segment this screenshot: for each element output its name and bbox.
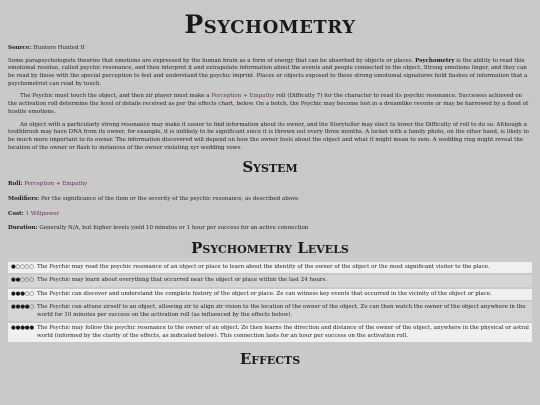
- level-dots-1: ●○○○○: [11, 264, 34, 270]
- resonance-paragraph: An object with a particularly strong resonance may make it easier to find information about its owner, and the Storyteller may elect to lower the Difficulty of roll to do so. Although a toothbrush may have DNA from its owner, for example, it is unlikely to be significant since it is thrown out every three months. A locket with a family photo, on the other hand, is likely to be much more important to its owner. The information discovered will depend on how the owner feels about the object and what it might mean to xem. A wedding ring might reveal the location of the owner or flash to instances of the owner violating xyr wedding vows.: [8, 121, 529, 151]
- activation-text-2: roll (Difficulty 7) for the character to read its psychic resonance. Successes achieved on the activation roll determine the level of details received as per the effects chart, below. On a botch, the Psychic may become lost in a dreamlike reverie or may be harrowed by a flood of hostile emotions.: [8, 93, 528, 115]
- intro-keyword: Psychometry: [415, 57, 455, 64]
- page-title: Psychometry: [184, 10, 356, 39]
- system-roll: [8, 181, 532, 189]
- activation-text-1: The Psychic must touch the object, and then zir player must make a: [20, 93, 210, 100]
- level-text-2: The Psychic may learn about everything that occurred near the object or place within the last 24 hours.: [37, 277, 328, 284]
- source-line: [8, 45, 532, 53]
- level-dots-3: ●●●○○: [11, 290, 34, 297]
- effects-heading: Effects: [239, 349, 301, 368]
- modifiers-value: Per the significance of the item or the severity of the psychic resonance, as described above: [40, 195, 299, 202]
- level-row-1: [8, 262, 532, 273]
- system-cost: [8, 211, 532, 219]
- system-section: [8, 181, 532, 233]
- level-row-4: [8, 302, 532, 321]
- level-text-3: The Psychic can discover and understand the complete history of the object or place. Ze can witness key events that occurred in the vicinity of the object or place.: [37, 290, 492, 297]
- level-dots-4: ●●●●○: [11, 304, 34, 311]
- level-dots-2: ●●○○○: [11, 277, 34, 284]
- system-duration: [8, 225, 532, 233]
- activation-roll-link[interactable]: Perception + Empathy: [211, 93, 275, 100]
- source-label: Source:: [8, 45, 32, 51]
- level-text-4: The Psychic can attune zirself to an object, allowing zir to align zir vision to the location of the owner of the object. Ze can then watch the owner of the object anywhere in the world for 10 minutes per success on the activation roll (as influenced by the effects below).: [37, 304, 526, 318]
- modifiers-label: Modifiers:: [8, 195, 40, 202]
- cost-label: Cost:: [8, 210, 24, 217]
- roll-link[interactable]: Perception + Empathy: [24, 181, 88, 188]
- level-dots-5: ●●●●●: [11, 325, 34, 332]
- roll-label: Roll:: [8, 181, 23, 188]
- level-text-5: The Psychic may follow the psychic resonance to the owner of an object. Ze then learns the direction and distance of the owner of the object, anywhere in the physical or astral world (informed by the clarity of the effects, as indicated below). This connection lasts for an hour per success on the activation roll.: [37, 325, 529, 339]
- level-row-5: [8, 323, 532, 342]
- level-text-1: The Psychic may read the psychic resonance of an object or place to learn about the identity of the owner of the object or the most significant visitor to the place.: [37, 264, 490, 270]
- source-value: Hunters Hunted II: [33, 45, 85, 51]
- levels-table: [8, 262, 532, 342]
- level-row-3: [8, 289, 532, 300]
- level-row-2: [8, 275, 532, 286]
- duration-value: Generally N/A, but higher levels yield 10 minutes or 1 hour per success for an active connection: [39, 225, 309, 232]
- system-heading: System: [242, 158, 298, 177]
- levels-heading: Psychometry Levels: [191, 239, 349, 257]
- intro-text-1: Some parapsychologists theorize that emotions are expressed by the human brain as a form of energy that can be absorbed by objects or places.: [8, 57, 414, 64]
- system-modifiers: [8, 196, 532, 204]
- intro-text-2: is the ability to read this emotional residue, called psychic resonance, and then interpret it and extrapolate information about the events and people connected to the object. Strong emotions linger, and they can be read by those with the special perception to feel and understand the psychic imprint. Places or objects exposed to these strong emotional signatures hold flashes of information that a psychometrist can read by touch.: [8, 57, 528, 87]
- intro-paragraph: [8, 58, 532, 89]
- cost-link[interactable]: 1 Willpower: [25, 210, 59, 217]
- duration-label: Duration:: [8, 225, 38, 232]
- activation-paragraph: [8, 93, 532, 116]
